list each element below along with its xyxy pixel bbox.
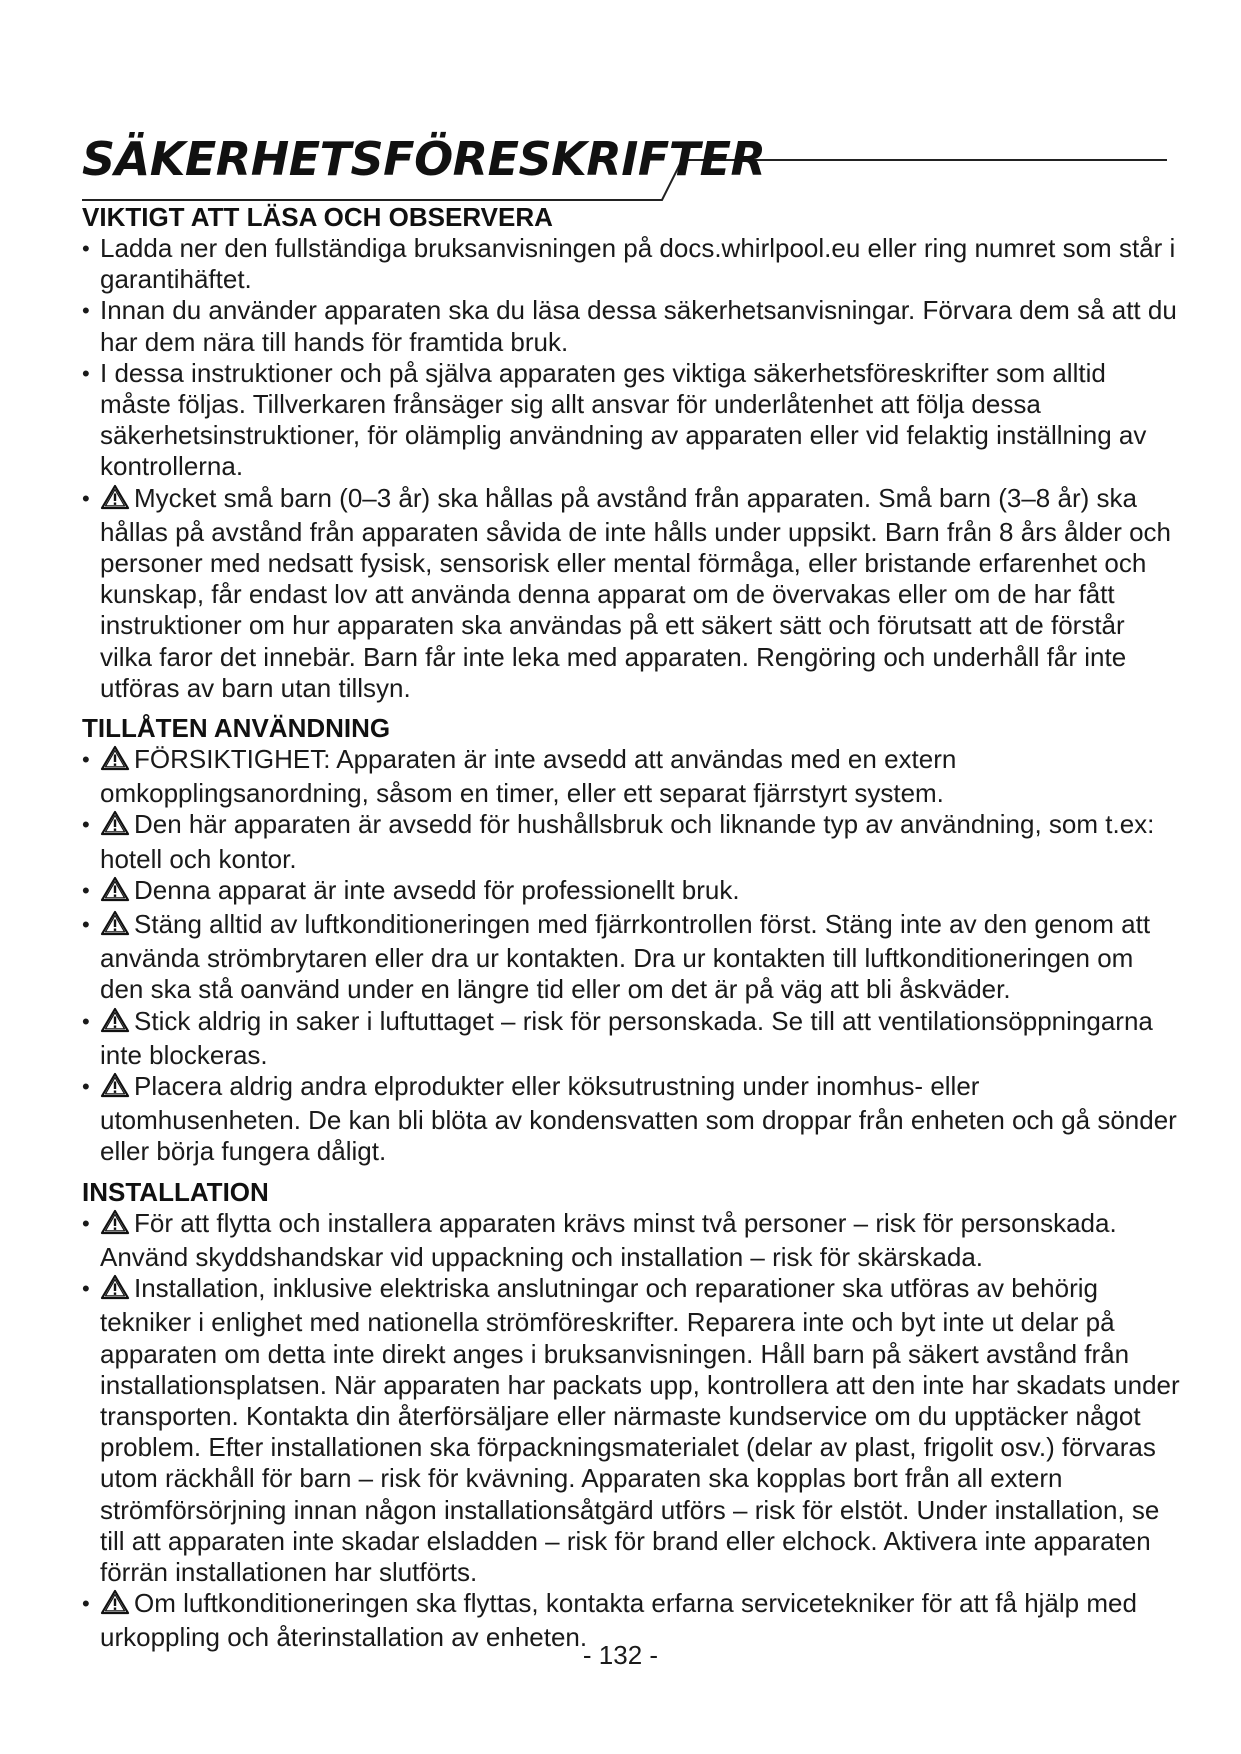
list-item [82,358,1182,483]
item-text: Stäng alltid av luftkonditioneringen med fjärrkontrollen först. Stäng inte av den genom att använda strömbrytaren eller dra ur kontakten. Dra ur kontakten till luftkonditioneringen om den ska stå oanvänd under en längre tid eller om det är på väg att bli åskväder. [100,909,1151,1005]
section-heading: TILLÅTEN ANVÄNDNING [82,713,391,744]
item-text: Innan du använder apparaten ska du läsa dessa säkerhetsanvisningar. Förvara dem så att du har dem nära till hands för framtida bruk. [100,295,1177,357]
section [82,713,1182,1168]
title-block [82,130,1167,210]
list-item [82,295,1182,357]
bullet: • [82,1008,90,1034]
list-item [82,744,1182,809]
list-item [82,809,1182,874]
warning-icon [100,484,130,517]
item-text: Installation, inklusive elektriska anslutningar och reparationer ska utföras av behörig tekniker i enlighet med nationella strömföreskrifter. Reparera inte och byt inte ut delar på apparaten om detta inte direkt anges i bruksanvisningen. Håll barn på säkert avstånd från installationsplatsen. När apparaten har packats upp, kontrollera att den inte har skadats under transporten. Kontakta din återförsäljare eller närmaste kundservice om du upptäcker något problem. Efter installationen ska förpackningsmaterialet (delar av plast, frigolit osv.) förvaras utom räckhåll för barn – risk för kvävning. Apparaten ska kopplas bort från all extern strömförsörjning innan någon installationsåtgärd utförs – risk för elstöt. Under installation, se till att apparaten inte skadar elsladden – risk för brand eller elchock. Aktivera inte apparaten förrän installationen har slutförts. [100,1273,1180,1587]
item-text: I dessa instruktioner och på själva apparaten ges viktiga säkerhetsföreskrifter som alltid måste följas. Tillverkaren frånsäger sig allt ansvar för underlåtenhet att följa dessa säkerhetsinstruktioner, för olämplig användning av apparaten eller vid felaktig inställning av kontrollerna. [100,357,1147,482]
bullet: • [82,1276,90,1302]
warning-icon [100,910,130,943]
section-heading: VIKTIGT ATT LÄSA OCH OBSERVERA [82,202,553,232]
bullet: • [82,912,90,938]
bullet: • [82,485,90,511]
list-item [82,1071,1182,1168]
warning-icon [100,810,130,843]
item-text: Placera aldrig andra elprodukter eller köksutrustning under inomhus- eller utomhusenheten. De kan bli blöta av kondensvatten som droppar från enheten och gå sönder eller börja fungera dåligt. [100,1071,1177,1167]
list-item [82,875,1182,909]
bullet: • [82,298,90,324]
item-text: Om luftkonditioneringen ska flyttas, kontakta erfarna servicetekniker för att få hjälp med urkoppling och återinstallation av enheten. [100,1588,1137,1653]
warning-icon [100,1007,130,1040]
warning-icon [100,1072,130,1105]
bullet-list [82,744,1182,1168]
bullet: • [82,812,90,838]
item-text: Den här apparaten är avsedd för hushållsbruk och liknande typ av användning, som t.ex: hotell och kontor. [100,809,1155,874]
bullet: • [82,747,90,773]
bullet: • [82,877,90,903]
section [82,1177,1182,1654]
warning-icon [100,1274,130,1307]
item-text: För att flytta och installera apparaten krävs minst två personer – risk för personskada. Använd skyddshandskar vid uppackning och installation – risk för skärskada. [100,1207,1117,1272]
bullet: • [82,360,90,386]
list-item [82,909,1182,1006]
page-title: SÄKERHETSFÖRESKRIFTER [82,132,766,186]
item-text: Ladda ner den fullständiga bruksanvisningen på docs.whirlpool.eu eller ring numret som står i garantihäftet. [100,233,1176,295]
bullet: • [82,1210,90,1236]
bullet-list [82,1208,1182,1654]
warning-icon [100,745,130,778]
list-item [82,1273,1182,1588]
section-heading: INSTALLATION [82,1176,269,1207]
item-text: Denna apparat är inte avsedd för professionellt bruk. [134,874,740,905]
section [82,202,1182,704]
page-number: - 132 - [582,1640,659,1670]
item-text: Stick aldrig in saker i luftuttaget – risk för personskada. Se till att ventilationsöppningarna inte blockeras. [100,1005,1153,1070]
item-text: Mycket små barn (0–3 år) ska hållas på avstånd från apparaten. Små barn (3–8 år) ska hållas på avstånd från apparaten såvida de inte hålls under uppsikt. Barn från 8 års ålder och personer med nedsatt fysisk, sensorisk eller mental förmåga, eller bristande erfarenhet och kunskap, får endast lov att använda denna apparat om de övervakas eller om de har fått instruktioner om hur apparaten ska användas på ett säkert sätt och förutsatt att de förstår vilka faror det innebär. Barn får inte leka med apparaten. Rengöring och underhåll får inte utföras av barn utan tillsyn. [100,482,1172,703]
bullet: • [82,1074,90,1100]
bullet-list [82,233,1182,704]
bullet: • [82,1591,90,1617]
warning-icon [100,1589,130,1622]
item-text: FÖRSIKTIGHET: Apparaten är inte avsedd att användas med en extern omkopplingsanordning, såsom en timer, eller ett separat fjärrstyrt system. [100,744,957,809]
warning-icon [100,876,130,909]
bullet: • [82,236,90,261]
list-item [82,1006,1182,1071]
list-item [82,483,1182,704]
list-item [82,1208,1182,1273]
warning-icon [100,1209,130,1242]
document-body [82,202,1182,1663]
list-item [82,233,1182,295]
